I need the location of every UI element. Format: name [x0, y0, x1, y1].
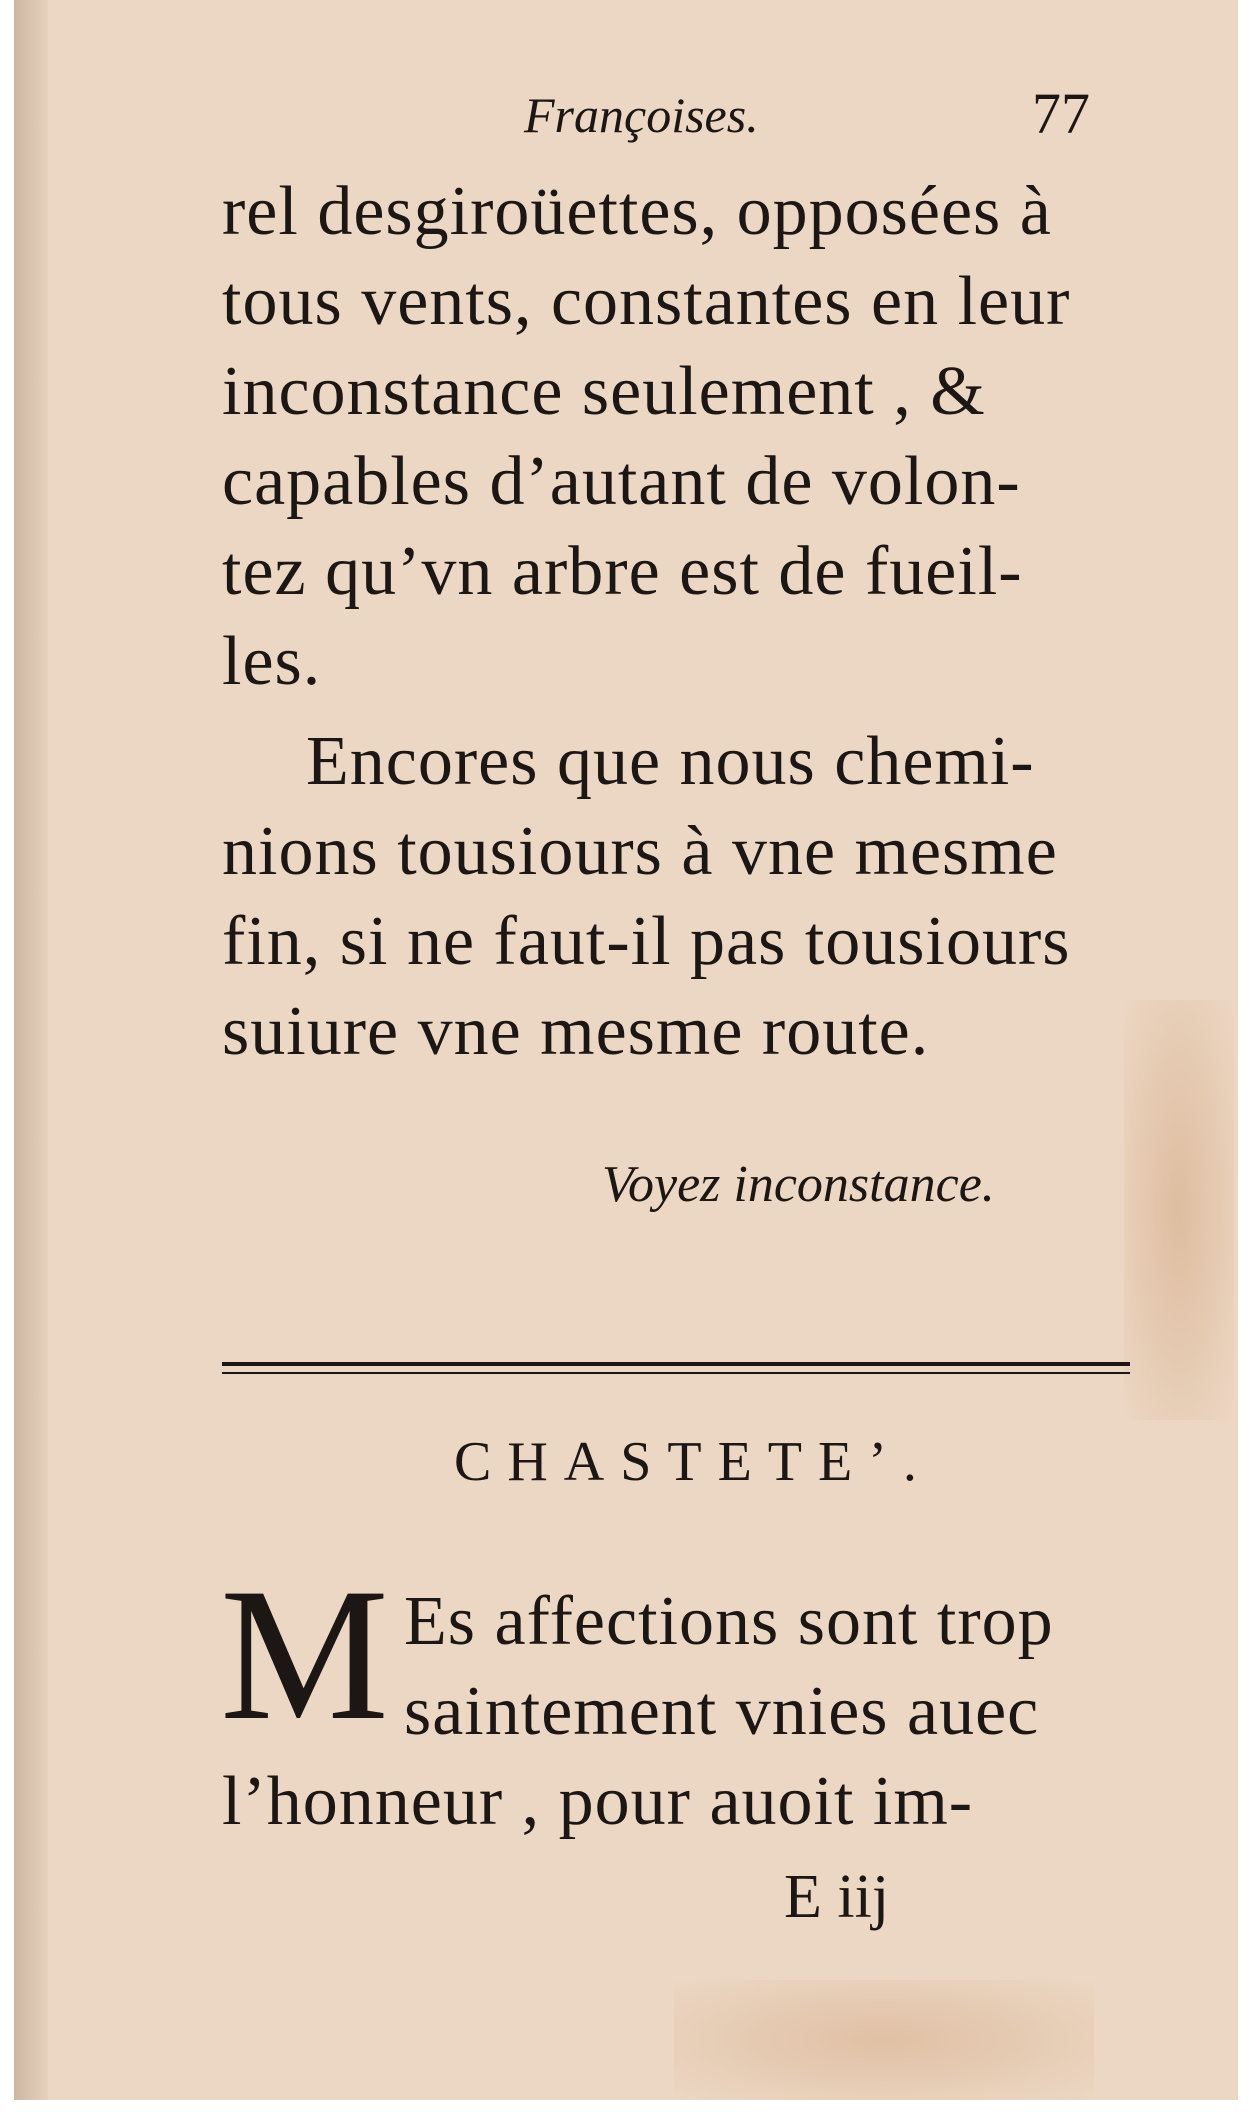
- text-line: tez qu’vn arbre est de fueil-: [222, 533, 1023, 610]
- text-line: suiure vne mesme route.: [222, 993, 930, 1070]
- paper-stain: [1124, 1000, 1234, 1420]
- book-page: [14, 0, 1238, 2100]
- text-line: l’honneur , pour auoit im-: [222, 1763, 974, 1840]
- text-line: les.: [222, 623, 322, 700]
- page-gutter: [14, 0, 48, 2100]
- signature-mark: E iij: [784, 1863, 890, 1931]
- text-line: inconstance seulement , &: [222, 353, 986, 430]
- paper-stain: [674, 1980, 1094, 2100]
- text-line: tous vents, constantes en leur: [222, 263, 1071, 340]
- text-line: nions tousiours à vne mesme: [222, 813, 1058, 890]
- text-line: fin, si ne faut-il pas tousiours: [222, 903, 1071, 980]
- text-line: rel desgiroüettes, opposées à: [222, 173, 1052, 250]
- text-line: saintement vnies auec: [404, 1673, 1040, 1750]
- running-title: Françoises.: [524, 87, 759, 143]
- text-line: capables d’autant de volon-: [222, 443, 1021, 520]
- drop-capital: M: [220, 1550, 389, 1760]
- cross-reference: Voyez inconstance.: [602, 1156, 995, 1213]
- page-number: 77: [1032, 81, 1090, 146]
- text-line: Es affections sont trop: [404, 1583, 1054, 1660]
- section-divider: [222, 1372, 1130, 1374]
- text-line: Encores que nous chemi-: [306, 723, 1035, 800]
- section-divider: [222, 1362, 1130, 1366]
- section-heading: CHASTETE’.: [454, 1431, 933, 1493]
